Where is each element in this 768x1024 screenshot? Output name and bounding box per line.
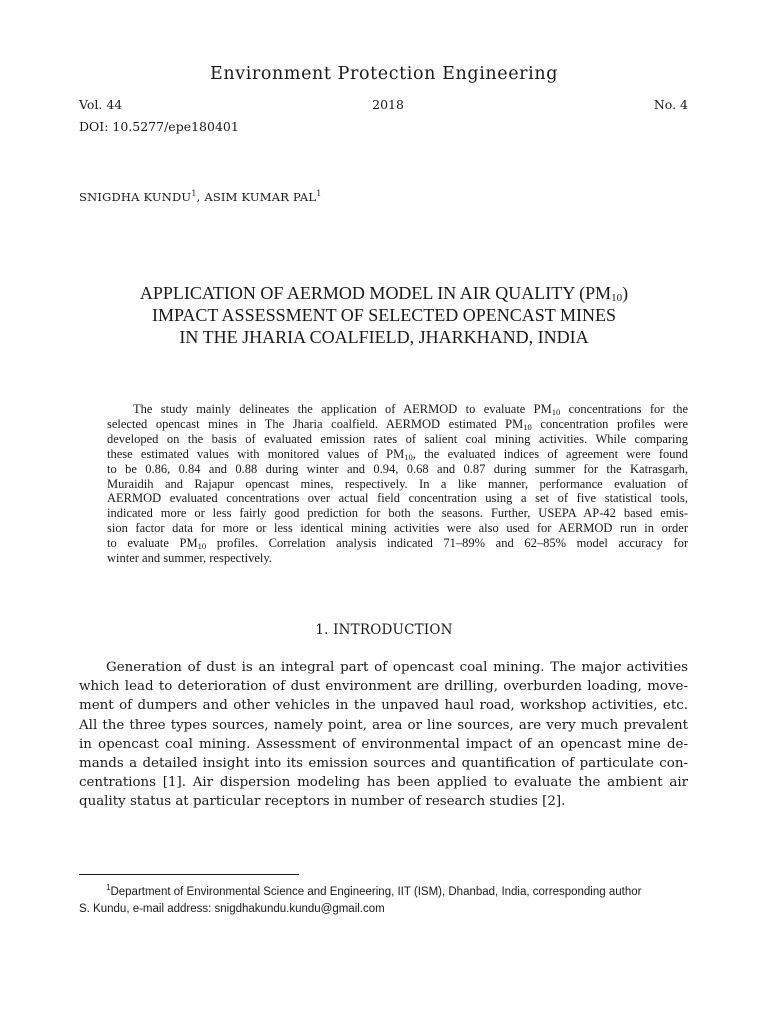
year: 2018 <box>372 97 404 112</box>
abstract-line: winter and summer, respectively. <box>107 551 272 566</box>
abstract-line: AERMOD evaluated concentrations over actual field concentration using a set of five statistical tools, <box>107 491 688 506</box>
author-name: SNIGDHA KUNDU <box>79 190 192 204</box>
paragraph-line: which lead to deterioration of dust environment are drilling, overburden loading, move- <box>79 679 688 695</box>
paragraph-line: centrations [1]. Air dispersion modeling has been applied to evaluate the ambient air <box>79 775 688 791</box>
title-line: APPLICATION OF AERMOD MODEL IN AIR QUALITY $(PM_{10})$ <box>139 283 629 304</box>
paragraph-line: ment of dumpers and other vehicles in the unpaved haul road, workshop activities, etc. <box>79 698 688 714</box>
abstract-line: Muraidih and Rajapur opencast mines, respectively. In a like manner, performance evaluation of <box>107 476 688 491</box>
authors <box>79 190 322 204</box>
issue-number: No. 4 <box>653 97 688 112</box>
abstract-line: developed on the basis of evaluated emission rates of salient coal mining activities. While comparing <box>107 431 688 446</box>
abstract-line: to evaluate $PM_{10}$ profiles. Correlation analysis indicated 71–89% and 62–85% model accuracy for <box>107 536 688 552</box>
paragraph-line: All the three types sources, namely point, area or line sources, are very much prevalent <box>79 717 688 733</box>
title-line: IN THE JHARIA COALFIELD, JHARKHAND, INDIA <box>179 327 589 347</box>
abstract-line: The study mainly delineates the application of AERMOD to evaluate $PM_{10}$ concentrations for the <box>133 402 689 417</box>
paper-title <box>40 282 728 348</box>
abstract-line: selected opencast mines in The Jharia coalfield. AERMOD estimated $PM_{10}$ concentration profiles were <box>107 416 688 432</box>
footnote-mark: 1 <box>106 883 111 892</box>
abstract-line: to be 0.86, 0.84 and 0.88 during winter and 0.94, 0.68 and 0.87 during summer for the Katrasgarh, <box>107 461 688 476</box>
footnote-line: $^1$Department of Environmental Science and Engineering, IIT (ISM), Dhanbad, India, corresponding author <box>106 883 642 898</box>
paragraph-line: quality status at particular receptors in number of research studies [2]. <box>79 794 566 810</box>
author-name: ASIM KUMAR PAL <box>204 190 317 204</box>
author-separator: , <box>196 190 205 204</box>
issue-meta-row <box>79 97 688 112</box>
affiliation-mark: 1 <box>316 189 322 198</box>
abstract-line: sion factor data for more or less identical mining activities were also used for AERMOD run in order <box>107 521 688 536</box>
footnote-line: S. Kundu, e-mail address: snigdhakundu.kundu@gmail.com <box>79 903 385 915</box>
introduction-paragraph <box>79 658 688 812</box>
journal-title: Environment Protection Engineering <box>209 64 559 84</box>
abstract-line: these estimated values with monitored values of $PM_{10}$, the evaluated indices of agreement were found <box>107 446 688 462</box>
section-heading: 1. INTRODUCTION <box>315 622 453 638</box>
footnote-divider <box>79 874 299 875</box>
abstract <box>107 402 688 566</box>
paragraph-line: mands a detailed insight into its emission sources and quantification of particulate con- <box>79 756 688 772</box>
paragraph-line: in opencast coal mining. Assessment of environmental impact of an opencast mine de- <box>79 736 688 752</box>
doi: DOI: 10.5277/epe180401 <box>79 119 239 134</box>
abstract-line: indicated more or less fairly good prediction for both the seasons. Further, USEPA AP-42 based emis- <box>107 506 688 521</box>
volume: Vol. 44 <box>79 97 123 112</box>
footnote <box>79 884 688 918</box>
title-line: IMPACT ASSESSMENT OF SELECTED OPENCAST MINES <box>152 305 616 325</box>
paragraph-line: Generation of dust is an integral part of opencast coal mining. The major activities <box>106 660 688 675</box>
affiliation-mark: 1 <box>191 189 197 198</box>
